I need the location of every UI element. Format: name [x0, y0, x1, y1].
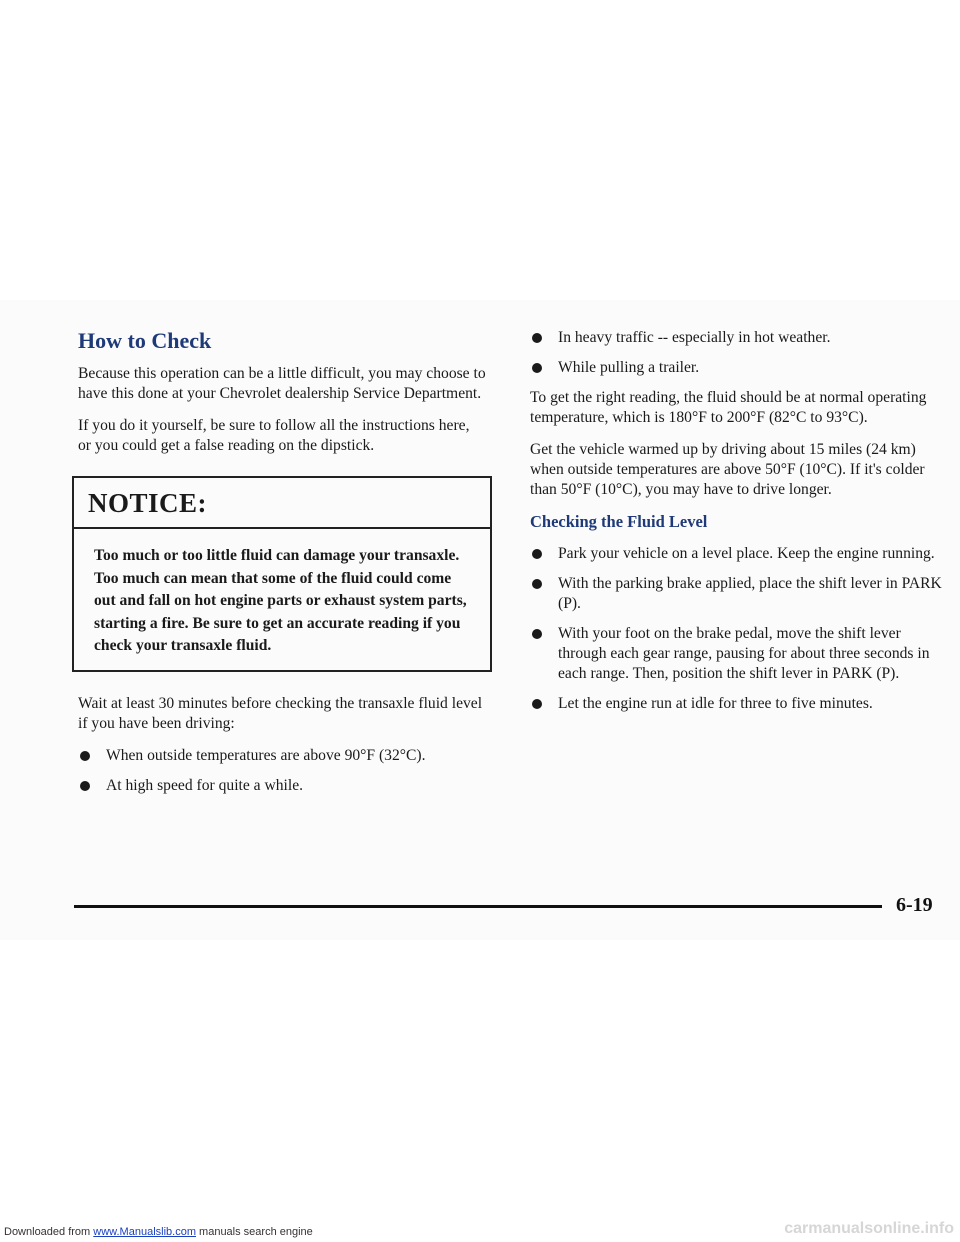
bullet-icon: [80, 751, 90, 761]
bullet-icon: [532, 629, 542, 639]
bullet-icon: [532, 333, 542, 343]
notice-header: [74, 478, 490, 529]
list-item: In heavy traffic -- especially in hot weather.: [530, 328, 942, 348]
list-item: Let the engine run at idle for three to five minutes.: [530, 694, 942, 714]
driving-conditions-list-continued: [530, 328, 942, 378]
list-item: When outside temperatures are above 90°F (32°C).: [78, 746, 486, 766]
list-item: While pulling a trailer.: [530, 358, 942, 378]
list-item: With your foot on the brake pedal, move the shift lever through each gear range, pausing for about three seconds in each range. Then, position the shift lever in PARK (P).: [530, 624, 942, 684]
subsection-title: Checking the Fluid Level: [530, 512, 708, 531]
warmup-paragraph: Get the vehicle warmed up by driving about 15 miles (24 km) when outside temperatures are above 50°F (10°C). If it's colder than 50°F (10°C), you may have to drive longer.: [530, 441, 925, 498]
list-item: Park your vehicle on a level place. Keep the engine running.: [530, 544, 942, 564]
intro-paragraph: Because this operation can be a little difficult, you may choose to have this done at your Chevrolet dealership Service Department.: [78, 365, 486, 402]
left-column: [78, 328, 486, 806]
bullet-icon: [532, 579, 542, 589]
bullet-icon: [532, 549, 542, 559]
footer-rule: [74, 905, 882, 908]
instructions-paragraph: If you do it yourself, be sure to follow all the instructions here, or you could get a false reading on the dipstick.: [78, 417, 470, 454]
section-title: How to Check: [78, 328, 212, 353]
bullet-icon: [80, 781, 90, 791]
watermark: carmanualsonline.info: [784, 1220, 954, 1237]
fluid-check-steps: [530, 544, 942, 714]
page-number: 6-19: [896, 894, 933, 916]
notice-heading: NOTICE:: [88, 488, 208, 518]
notice-text: Too much or too little fluid can damage your transaxle. Too much can mean that some of the fluid could come out and fall on hot engine parts or exhaust system parts, starting a fire. Be sure to get an accurate reading if you check your transaxle fluid.: [94, 547, 467, 654]
right-column: [530, 328, 942, 724]
list-item: At high speed for quite a while.: [78, 776, 486, 796]
driving-conditions-list: [78, 746, 486, 796]
notice-box: [72, 476, 492, 672]
bullet-icon: [532, 699, 542, 709]
download-notice: Downloaded from www.Manualslib.com manuals search engine: [4, 1226, 313, 1238]
manualslib-link[interactable]: www.Manualslib.com: [93, 1226, 196, 1238]
temperature-paragraph: To get the right reading, the fluid should be at normal operating temperature, which is 180°F to 200°F (82°C to 93°C).: [530, 389, 927, 426]
list-item: With the parking brake applied, place the shift lever in PARK (P).: [530, 574, 942, 614]
bullet-icon: [532, 363, 542, 373]
wait-paragraph: Wait at least 30 minutes before checking the transaxle fluid level if you have been driving:: [78, 694, 483, 732]
